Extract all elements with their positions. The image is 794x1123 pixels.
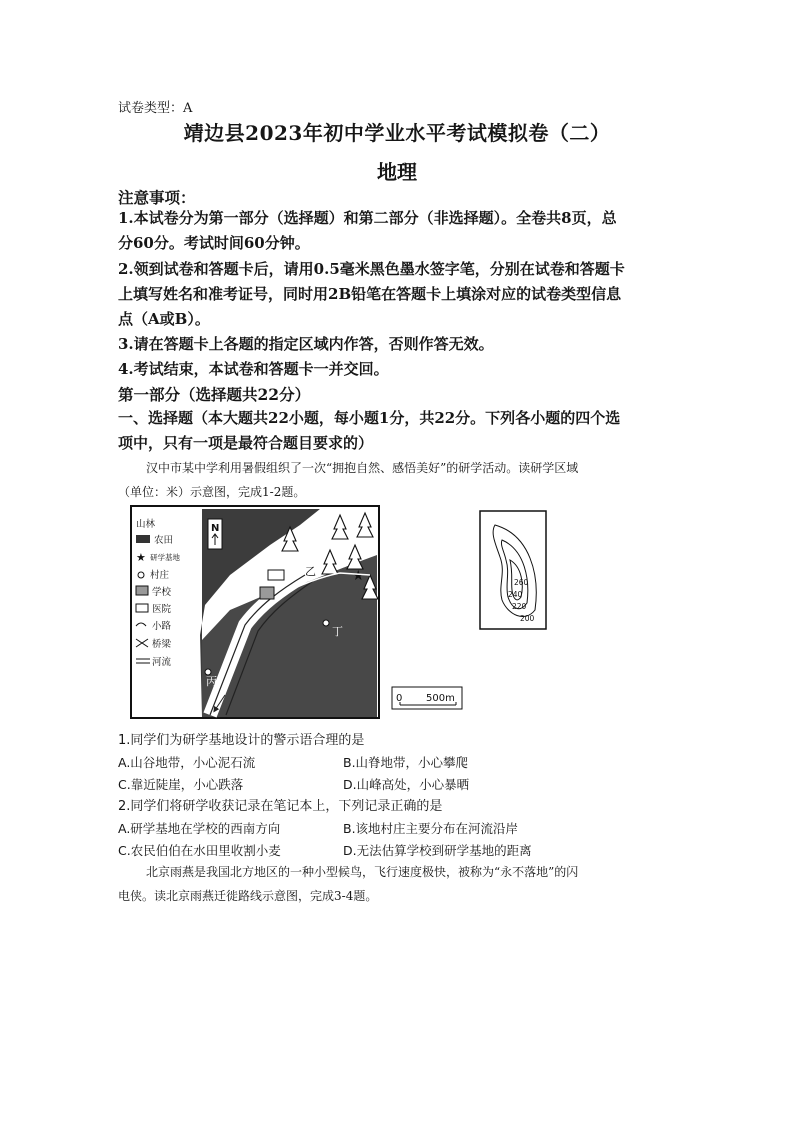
scale-label: 500m	[426, 693, 455, 704]
legend-school: 学校	[152, 587, 172, 598]
note-line: 分60分。考试时间60分钟。	[118, 234, 310, 252]
q2-option-a: A.研学基地在学校的西南方向	[118, 821, 281, 836]
part1-heading: 第一部分（选择题共22分）	[118, 385, 311, 404]
legend-bridge: 桥梁	[152, 639, 172, 650]
legend-forest: 山林	[136, 519, 156, 530]
label-bing: 丙	[206, 675, 217, 688]
legend-river: 河流	[152, 657, 172, 668]
legend-farmland-swatch	[136, 535, 150, 543]
intro-line: 汉中市某中学利用暑假组织了一次“拥抱自然、感悟美好”的研学活动。读研学区域	[146, 461, 579, 475]
north-label: N	[211, 523, 220, 534]
note-line: 上填写姓名和准考证号，同时用2B铅笔在答题卡上填涂对应的试卷类型信息	[118, 285, 622, 303]
label-yi: 乙	[305, 565, 316, 578]
legend-farmland: 农田	[154, 535, 174, 546]
notes-heading: 注意事项：	[118, 188, 196, 207]
legend-base: 研学基地	[150, 553, 180, 562]
hospital-marker	[268, 570, 284, 580]
q2-option-d: D.无法估算学校到研学基地的距离	[343, 843, 532, 858]
note-line: 1.本试卷分为第一部分（选择题）和第二部分（非选择题）。全卷共8页，总	[118, 209, 617, 227]
section-line: 项中，只有一项是最符合题目要求的）	[118, 434, 374, 452]
exam-subject: 地理	[377, 160, 417, 184]
outro-line: 北京雨燕是我国北方地区的一种小型候鸟，飞行速度极快，被称为“永不落地”的闪	[146, 865, 579, 879]
contour-inset	[480, 511, 546, 629]
q1-option-d: D.山峰高处，小心暴晒	[343, 777, 470, 792]
base-star-icon: ★	[136, 551, 146, 564]
note-line: 2.领到试卷和答题卡后，请用0.5毫米黑色墨水签字笔，分别在试卷和答题卡	[118, 260, 625, 278]
hospital-icon	[136, 604, 148, 612]
scale-zero: 0	[396, 693, 403, 704]
contour-220: 220	[512, 602, 527, 611]
legend-path: 小路	[152, 621, 172, 632]
note-line: 4.考试结束，本试卷和答题卡一并交回。	[118, 360, 389, 378]
legend-hospital: 医院	[152, 604, 172, 615]
q1-option-c: C.靠近陡崖，小心跌落	[118, 777, 244, 792]
school-marker	[260, 587, 274, 599]
note-line: 点（A或B）。	[118, 310, 210, 328]
outro-line: 电侠。读北京雨燕迁徙路线示意图，完成3-4题。	[118, 889, 378, 903]
contour-200: 200	[520, 614, 535, 623]
q1-option-a: A.山谷地带，小心泥石流	[118, 755, 256, 770]
label-ding: 丁	[332, 625, 343, 638]
note-line: 3.请在答题卡上各题的指定区域内作答，否则作答无效。	[118, 335, 494, 353]
q1-option-b: B.山脊地带，小心攀爬	[343, 755, 469, 770]
study-base-marker: ★	[352, 568, 365, 584]
question-2-stem: 2.同学们将研学收获记录在笔记本上，下列记录正确的是	[118, 799, 443, 814]
question-1-stem: 1.同学们为研学基地设计的警示语合理的是	[118, 733, 365, 748]
intro-line: （单位：米）示意图，完成1-2题。	[118, 485, 306, 499]
q2-option-b: B.该地村庄主要分布在河流沿岸	[343, 821, 519, 836]
section-line: 一、选择题（本大题共22小题，每小题1分，共22分。下列各小题的四个选	[118, 409, 621, 427]
legend-village: 村庄	[150, 570, 170, 581]
contour-240: 240	[508, 590, 523, 599]
school-icon	[136, 586, 148, 595]
exam-type-label: 试卷类型：A	[118, 101, 193, 116]
exam-title: 靖边县2023年初中学业水平考试模拟卷（二）	[183, 121, 611, 145]
q2-option-c: C.农民伯伯在水田里收割小麦	[118, 843, 281, 858]
study-area-map	[130, 505, 666, 721]
village-marker	[323, 620, 329, 626]
contour-260: 260	[514, 578, 529, 587]
